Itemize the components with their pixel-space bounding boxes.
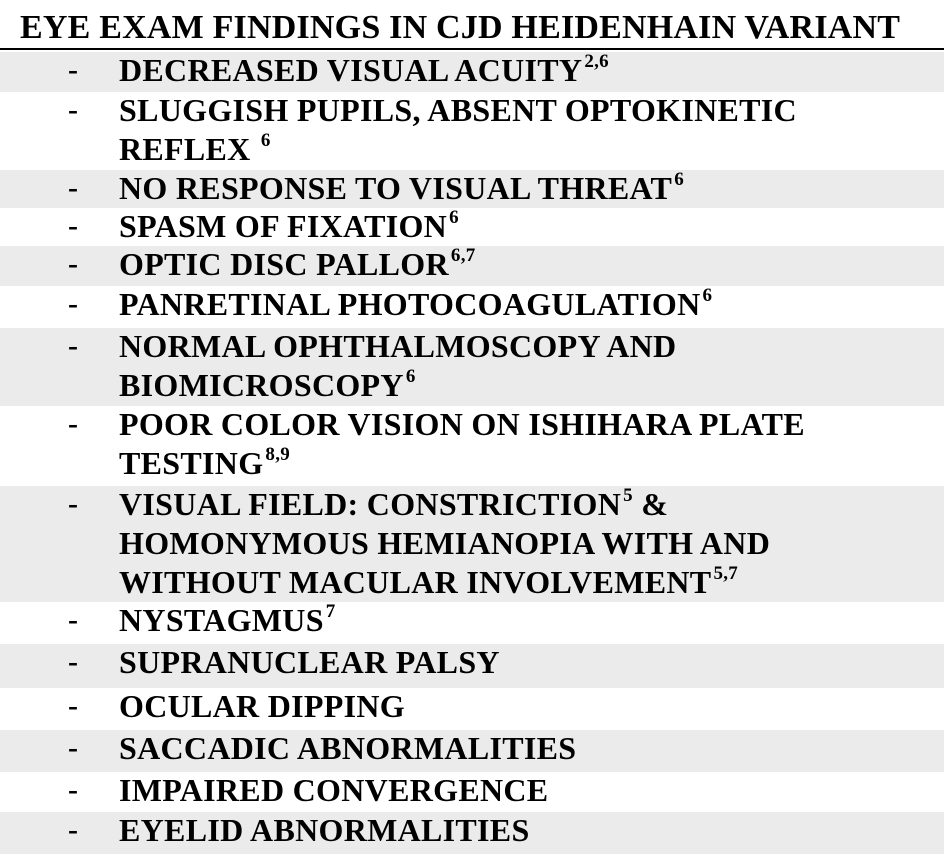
finding-line-text: DECREASED VISUAL ACUITY — [119, 52, 583, 88]
finding-line-text: POOR COLOR VISION ON ISHIHARA PLATE — [119, 406, 805, 442]
finding-line-text: & — [632, 486, 669, 522]
finding-text — [119, 729, 924, 768]
finding-line-text: BIOMICROSCOPY — [119, 367, 404, 403]
finding-line — [119, 485, 924, 524]
finding-text — [119, 601, 924, 640]
finding-line — [119, 405, 924, 444]
finding-text — [119, 405, 924, 483]
finding-line-text: WITHOUT MACULAR INVOLVEMENT — [119, 564, 712, 600]
citation-superscript: 5,7 — [713, 563, 739, 584]
finding-line — [119, 729, 924, 768]
finding-line — [119, 245, 924, 284]
list-bullet: - — [68, 603, 78, 636]
list-bullet: - — [68, 53, 78, 86]
finding-line — [119, 285, 924, 324]
finding-line-text: SLUGGISH PUPILS, ABSENT OPTOKINETIC — [119, 92, 797, 128]
finding-line — [119, 524, 924, 563]
list-item — [0, 730, 944, 772]
list-bullet: - — [68, 93, 78, 126]
finding-text — [119, 485, 924, 602]
list-item — [0, 644, 944, 688]
list-item — [0, 170, 944, 208]
list-item — [0, 486, 944, 602]
finding-text — [119, 245, 924, 284]
list-bullet: - — [68, 407, 78, 440]
list-bullet: - — [68, 209, 78, 242]
finding-line-text: PANRETINAL PHOTOCOAGULATION — [119, 286, 701, 322]
list-bullet: - — [68, 689, 78, 722]
finding-text — [119, 169, 924, 208]
finding-line-text: HOMONYMOUS HEMIANOPIA WITH AND — [119, 525, 771, 561]
finding-line-text: NORMAL OPHTHALMOSCOPY AND — [119, 328, 677, 364]
finding-line-text: OPTIC DISC PALLOR — [119, 246, 449, 282]
finding-line-text: VISUAL FIELD: CONSTRICTION — [119, 486, 622, 522]
finding-text — [119, 91, 924, 169]
finding-line — [119, 207, 924, 246]
list-item — [0, 328, 944, 406]
finding-text — [119, 687, 924, 726]
finding-line-text: REFLEX — [119, 131, 251, 167]
finding-line — [119, 444, 924, 483]
finding-line — [119, 91, 924, 130]
list-bullet: - — [68, 731, 78, 764]
finding-line — [119, 51, 924, 90]
list-item — [0, 246, 944, 286]
finding-line — [119, 601, 924, 640]
list-bullet: - — [68, 645, 78, 678]
list-item — [0, 772, 944, 812]
citation-superscript: 6 — [260, 130, 271, 151]
list-item — [0, 602, 944, 644]
list-bullet: - — [68, 287, 78, 320]
finding-text — [119, 327, 924, 405]
finding-line-text: SPASM OF FIXATION — [119, 208, 448, 244]
finding-text — [119, 811, 924, 850]
citation-superscript: 6 — [702, 285, 713, 306]
list-item — [0, 92, 944, 170]
finding-line-text: SACCADIC ABNORMALITIES — [119, 730, 577, 766]
list-bullet: - — [68, 813, 78, 846]
citation-superscript: 8,9 — [265, 444, 291, 465]
finding-text — [119, 207, 924, 246]
list-item — [0, 208, 944, 246]
finding-line — [119, 811, 924, 850]
title-rule — [0, 48, 944, 50]
citation-superscript: 7 — [325, 601, 336, 622]
citation-superscript: 6,7 — [450, 245, 476, 266]
citation-superscript: 2,6 — [584, 51, 609, 72]
finding-line — [119, 771, 924, 810]
list-bullet: - — [68, 247, 78, 280]
finding-text — [119, 51, 924, 90]
finding-line — [119, 169, 924, 208]
list-item — [0, 406, 944, 486]
finding-line-text: IMPAIRED CONVERGENCE — [119, 772, 549, 808]
list-bullet: - — [68, 171, 78, 204]
finding-line — [119, 366, 924, 405]
list-item — [0, 286, 944, 328]
finding-line-text: OCULAR DIPPING — [119, 688, 405, 724]
citation-superscript: 5 — [623, 485, 633, 506]
citation-superscript: 6 — [405, 366, 416, 387]
citation-superscript: 6 — [674, 169, 684, 190]
document-title: EYE EXAM FINDINGS IN CJD HEIDENHAIN VARIANT — [20, 9, 901, 46]
list-item — [0, 688, 944, 730]
finding-line-text: SUPRANUCLEAR PALSY — [119, 644, 500, 680]
list-bullet: - — [68, 487, 78, 520]
finding-line — [119, 327, 924, 366]
finding-line-text: NYSTAGMUS — [119, 602, 324, 638]
list-item — [0, 812, 944, 854]
finding-line — [119, 687, 924, 726]
finding-line — [119, 563, 924, 602]
finding-text — [119, 643, 924, 682]
finding-line-text: NO RESPONSE TO VISUAL THREAT — [119, 170, 673, 206]
citation-superscript: 6 — [449, 207, 459, 228]
list-item — [0, 52, 944, 92]
finding-line-text: TESTING — [119, 445, 264, 481]
finding-line — [119, 643, 924, 682]
finding-line-text: EYELID ABNORMALITIES — [119, 812, 530, 848]
list-bullet: - — [68, 773, 78, 806]
finding-text — [119, 771, 924, 810]
list-bullet: - — [68, 329, 78, 362]
finding-line — [119, 130, 924, 169]
finding-text — [119, 285, 924, 324]
